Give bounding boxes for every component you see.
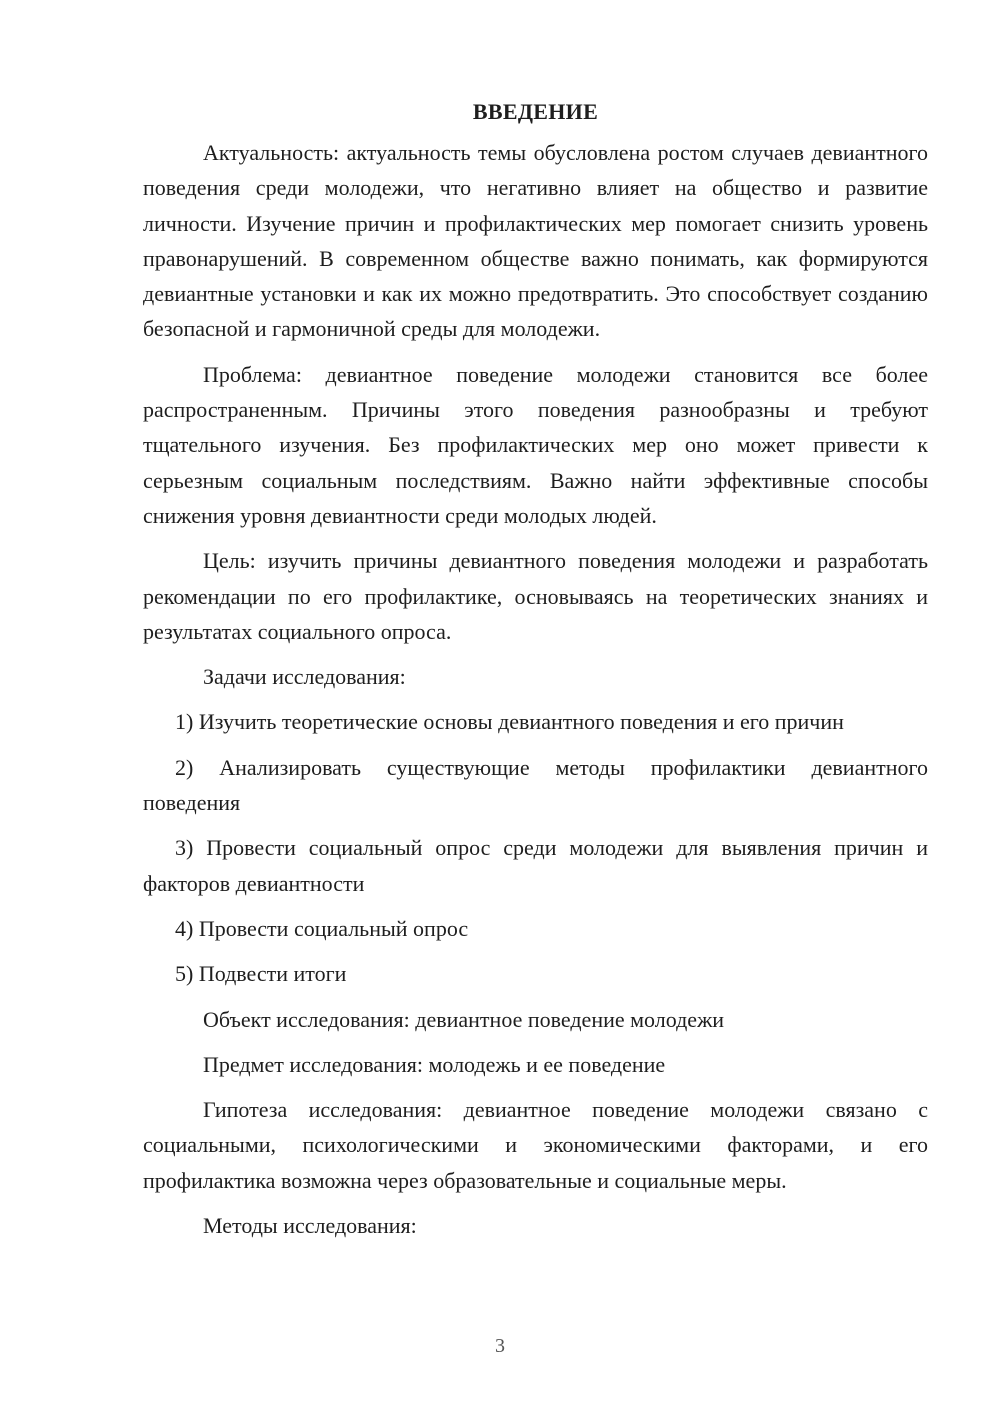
- subject-paragraph: Предмет исследования: молодежь и ее поведение: [203, 1051, 666, 1077]
- task-item-3: 3) Провести социальный опрос среди молодежи для выявления причин и факторов девиантности: [143, 835, 928, 896]
- tasks-heading: Задачи исследования:: [203, 664, 406, 690]
- problem-paragraph: Проблема: девиантное поведение молодежи становится все более распространенным. Причины этого поведения разнообразны и требуют тщательного изучения. Без профилактических мер оно может привести к серьезным социальным последствиям. Важно найти эффективные способы снижения уровня девиантности среди молодых людей.: [143, 361, 928, 528]
- goal-paragraph: Цель: изучить причины девиантного поведения молодежи и разработать рекомендации по его профилактике, основываясь на теоретических знаниях и результатах социального опроса.: [143, 548, 928, 644]
- hypothesis-paragraph: Гипотеза исследования: девиантное поведение молодежи связано с социальными, психологическими и экономическими факторами, и его профилактика возможна через образовательные и социальные меры.: [143, 1097, 928, 1193]
- task-item-1: 1) Изучить теоретические основы девиантного поведения и его причин: [175, 709, 844, 735]
- relevance-paragraph: Актуальность: актуальность темы обусловлена ростом случаев девиантного поведения среди молодежи, что негативно влияет на общество и развитие личности. Изучение причин и профилактических мер помогает снизить уровень правонарушений. В современном обществе важно понимать, как формируются девиантные установки и как их можно предотвратить. Это способствует созданию безопасной и гармоничной среды для молодежи.: [143, 140, 928, 342]
- task-item-2: 2) Анализировать существующие методы профилактики девиантного поведения: [143, 754, 928, 816]
- object-paragraph: Объект исследования: девиантное поведение молодежи: [203, 1006, 725, 1032]
- page-title: ВВЕДЕНИЕ: [472, 99, 599, 124]
- task-item-5: 5) Подвести итоги: [175, 961, 347, 987]
- task-item-4: 4) Провести социальный опрос: [175, 915, 469, 941]
- methods-heading: Методы исследования:: [203, 1213, 417, 1239]
- page-number: 3: [495, 1335, 505, 1357]
